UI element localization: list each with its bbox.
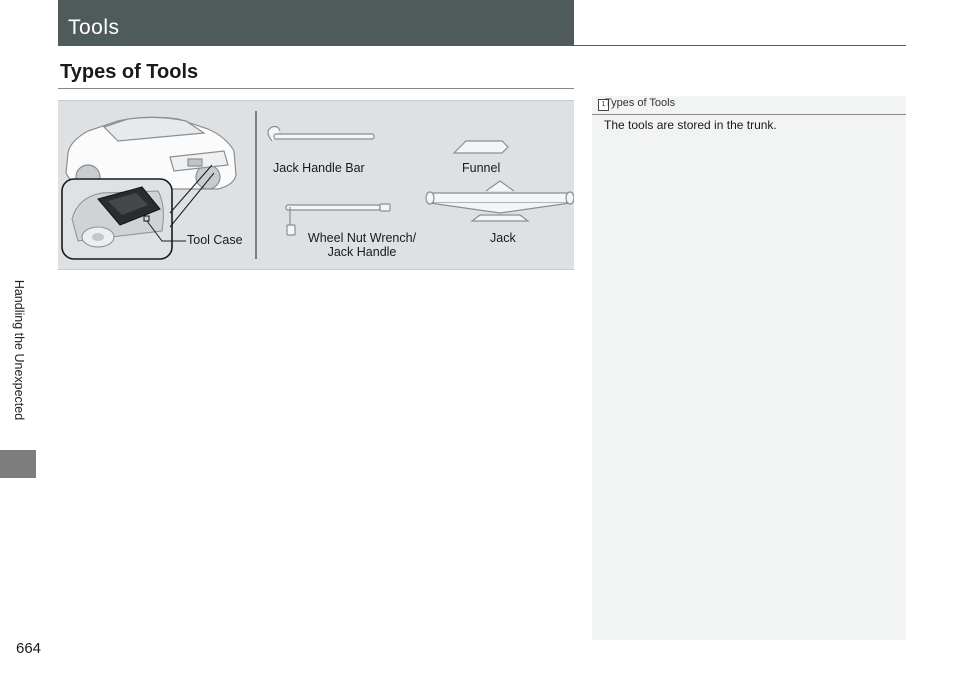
wheel-nut-wrench-label [296,231,428,259]
side-note-header [592,96,906,115]
funnel-illustration [454,141,508,153]
tools-figure [58,100,574,270]
side-tab [0,0,36,678]
chapter-rule [574,45,906,46]
side-note-body: The tools are stored in the trunk. [604,118,777,132]
section-title: Types of Tools [60,61,199,83]
chapter-banner [58,0,574,46]
funnel-label: Funnel [462,161,501,175]
trunk-inset [62,179,172,259]
jack-handle-bar-label: Jack Handle Bar [273,161,365,175]
jack-illustration [426,181,574,221]
section-rule [58,88,574,89]
chapter-title: Tools [68,16,120,39]
page-number: 664 [16,640,42,657]
side-tab-label: Handling the Unexpected [12,279,26,421]
side-note-title: Types of Tools [605,97,676,109]
jack-handle-bar-illustration [268,127,374,142]
side-tab-marker [0,450,36,478]
reference-icon: 1 [598,99,609,111]
jack-label: Jack [490,231,516,245]
wheel-nut-wrench-label-line1: Wheel Nut Wrench/ [307,231,417,245]
side-note [592,96,906,640]
wheel-nut-wrench-label-line2: Jack Handle [327,245,397,259]
tool-case-label: Tool Case [187,233,243,247]
